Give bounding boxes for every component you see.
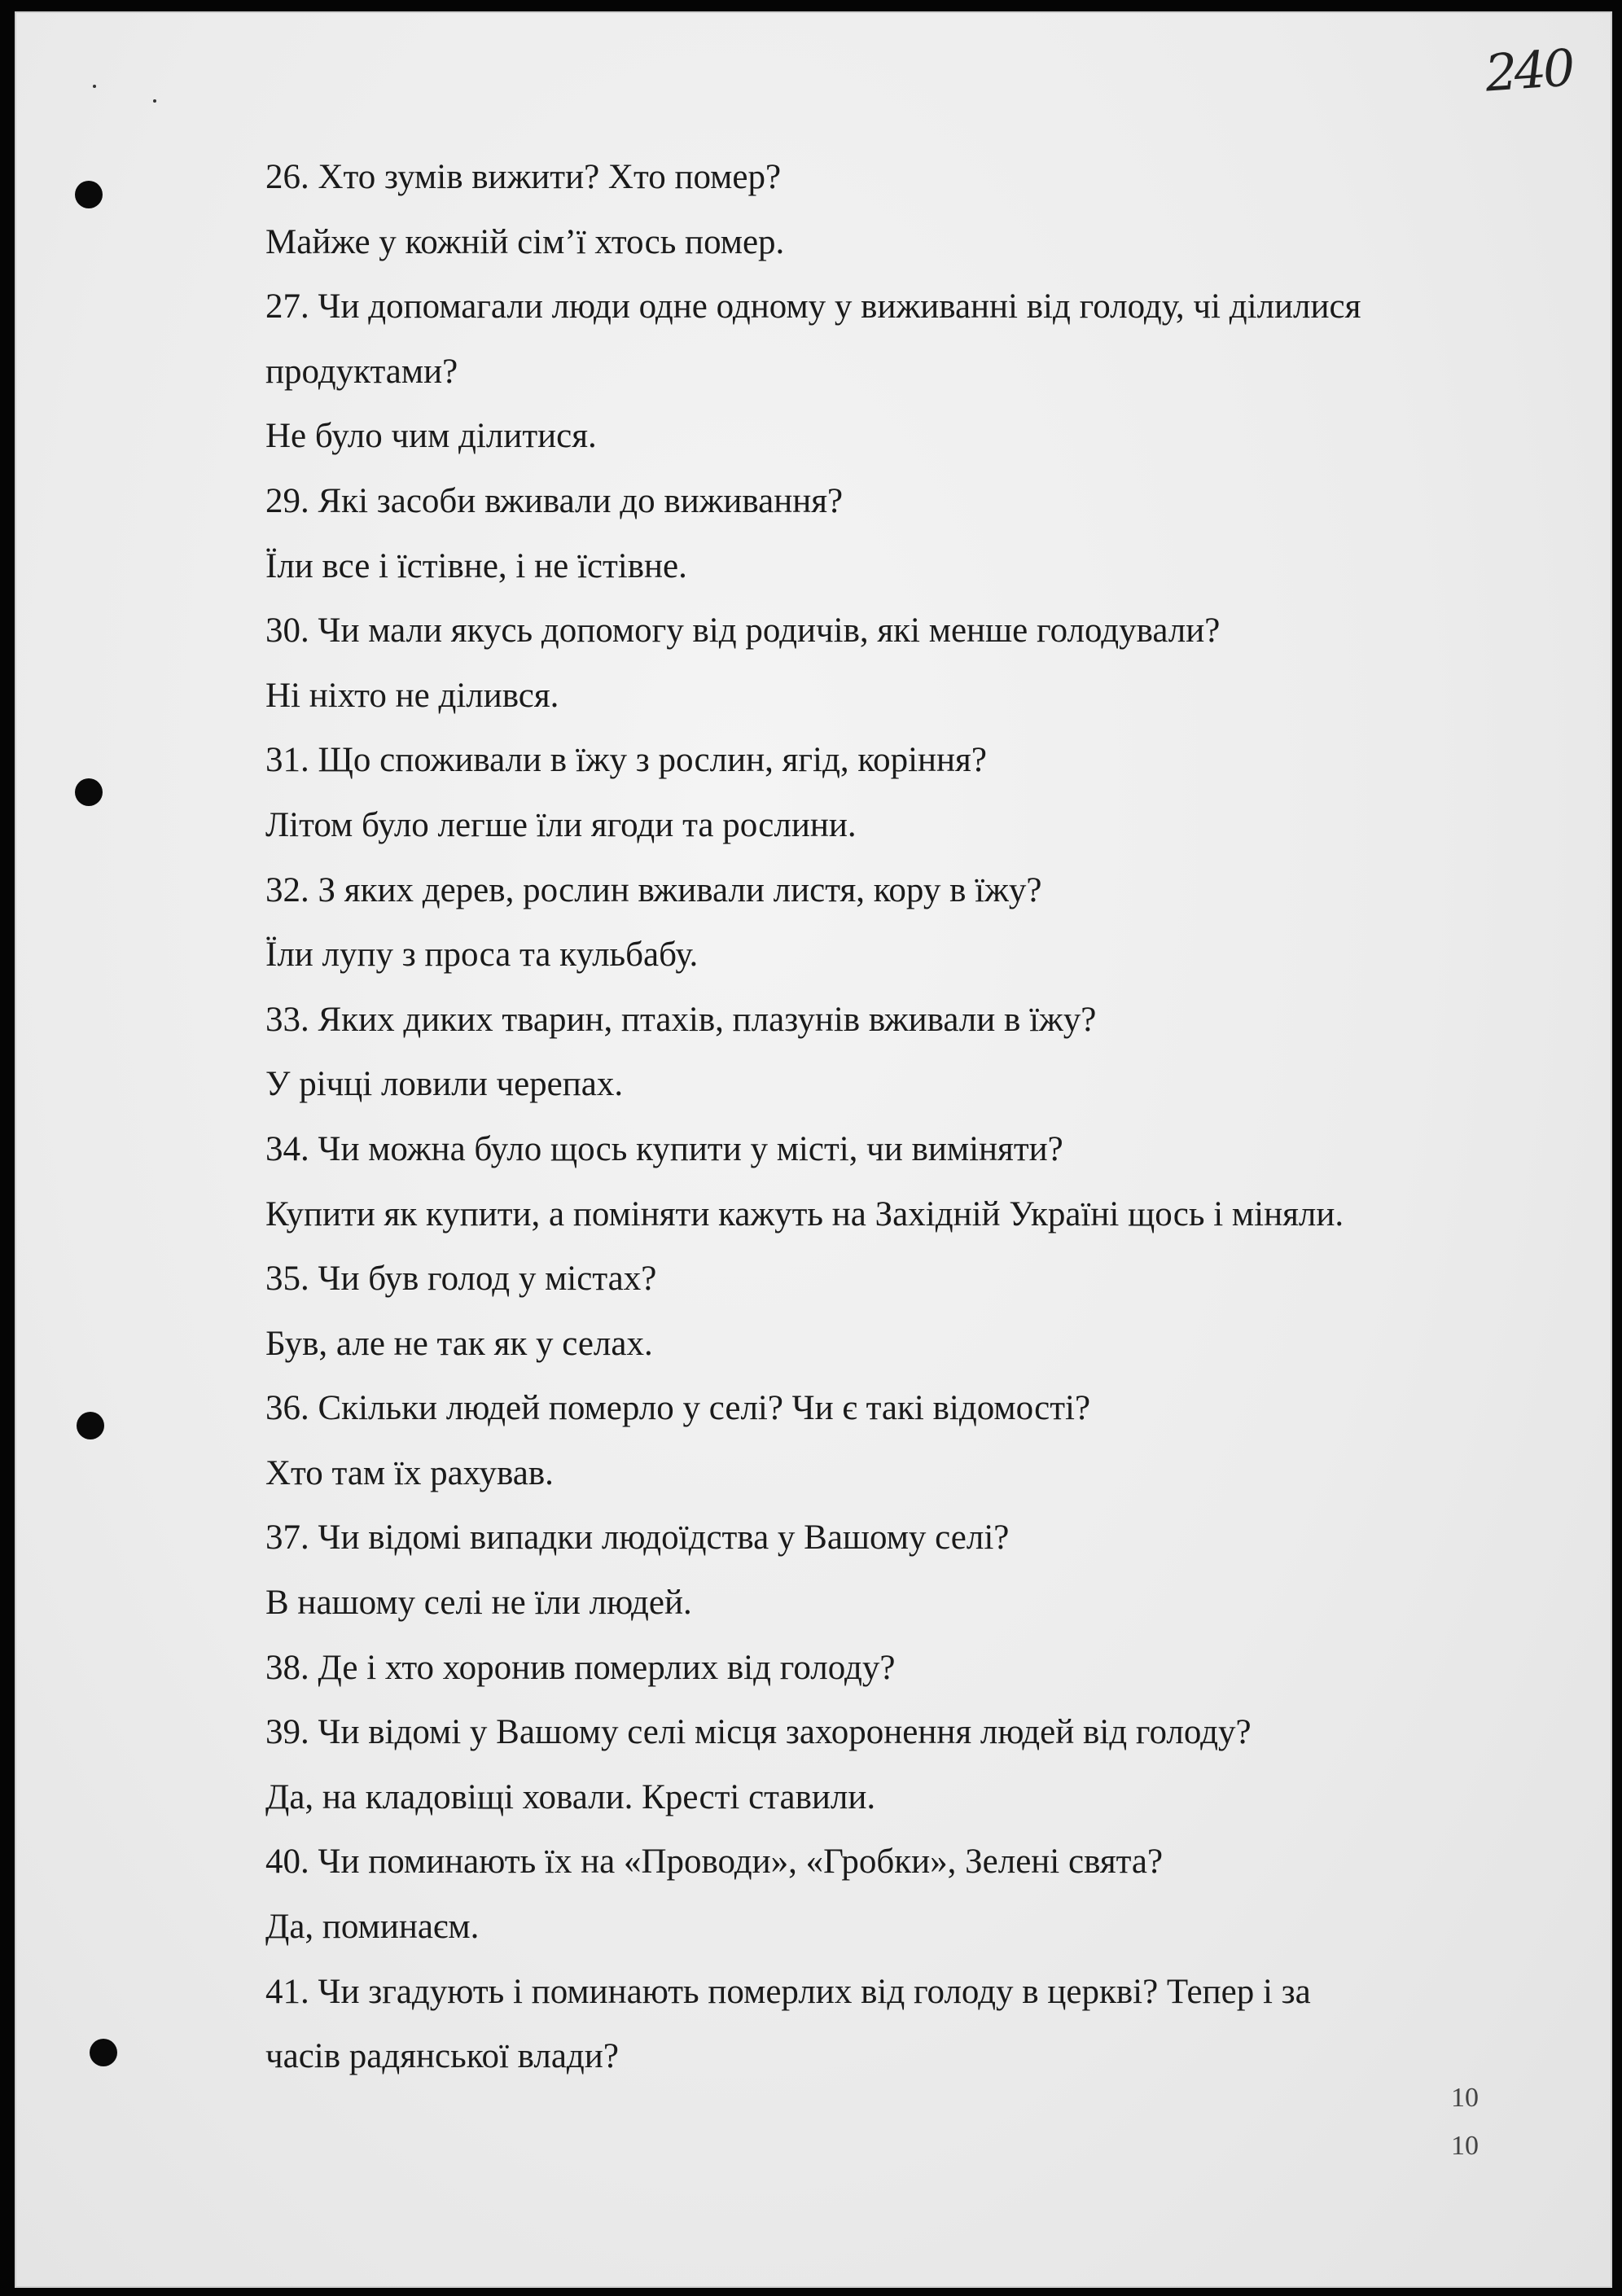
text-line: У річці ловили черепах.: [265, 1065, 624, 1104]
text-line: 32. З яких дерев, рослин вживали листя, кору в їжу?: [265, 870, 1042, 909]
text-line: продуктами?: [265, 352, 458, 391]
text-line: Купити як купити, а поміняти кажуть на Західній Україні щось і міняли.: [265, 1194, 1344, 1233]
page-number: 10: [1451, 2083, 1479, 2113]
text-line: 33. Яких диких тварин, птахів, плазунів вживали в їжу?: [265, 1000, 1097, 1039]
text-line: 30. Чи мали якусь допомогу від родичів, які менше голодували?: [265, 611, 1221, 651]
text-line: В нашому селі не їли людей.: [265, 1584, 692, 1623]
text-line: Да, поминаєм.: [265, 1908, 480, 1947]
handwritten-folio-number: 240: [1483, 37, 1574, 103]
text-line: 29. Які засоби вживали до виживання?: [265, 481, 844, 520]
punch-hole: [77, 1412, 104, 1439]
text-line: 31. Що споживали в їжу з рослин, ягід, коріння?: [265, 741, 987, 780]
text-line: 34. Чи можна було щось купити у місті, чи виміняти?: [265, 1129, 1063, 1168]
text-line: 39. Чи відомі у Вашому селі місця захоронення людей від голоду?: [265, 1713, 1252, 1752]
page-number-cutoff: [1451, 2138, 1480, 2143]
punch-hole: [75, 181, 103, 208]
text-line: 37. Чи відомі випадки людоїдства у Вашому селі?: [265, 1518, 1010, 1558]
text-line: часів радянської влади?: [265, 2037, 619, 2076]
speck: [93, 85, 96, 88]
text-line: Був, але не так як у селах.: [265, 1324, 653, 1363]
text-line: Хто там їх рахував.: [265, 1453, 554, 1492]
punch-hole: [90, 2039, 117, 2066]
text-line: Ні ніхто не ділився.: [265, 676, 559, 715]
questionnaire-text: [265, 145, 1536, 2089]
text-line: 36. Скільки людей померло у селі? Чи є такі відомості?: [265, 1389, 1091, 1428]
text-line: 41. Чи згадують і поминають померлих від голоду в церкві? Тепер і за: [265, 1972, 1311, 2011]
speck: [153, 99, 156, 103]
text-line: 26. Хто зумів вижити? Хто помер?: [265, 158, 782, 196]
text-line: 40. Чи поминають їх на «Проводи», «Гробки», Зелені свята?: [265, 1842, 1164, 1882]
punch-hole: [75, 778, 103, 806]
text-line: 35. Чи був голод у містах?: [265, 1260, 657, 1299]
text-line: Їли лупу з проса та кульбабу.: [265, 935, 699, 975]
text-line: Їли все і їстівне, і не їстівне.: [265, 546, 687, 585]
text-line: 27. Чи допомагали люди одне одному у виживанні від голоду, чі ділилися: [265, 287, 1361, 326]
text-line: Літом було легше їли ягоди та рослини.: [265, 805, 857, 844]
text-line: Майже у кожній сім’ї хтось помер.: [265, 222, 785, 261]
text-line: Не було чим ділитися.: [265, 417, 597, 456]
text-line: Да, на кладовіщі ховали. Кресті ставили.: [265, 1777, 876, 1816]
text-line: 38. Де і хто хоронив померлих від голоду?: [265, 1648, 896, 1687]
